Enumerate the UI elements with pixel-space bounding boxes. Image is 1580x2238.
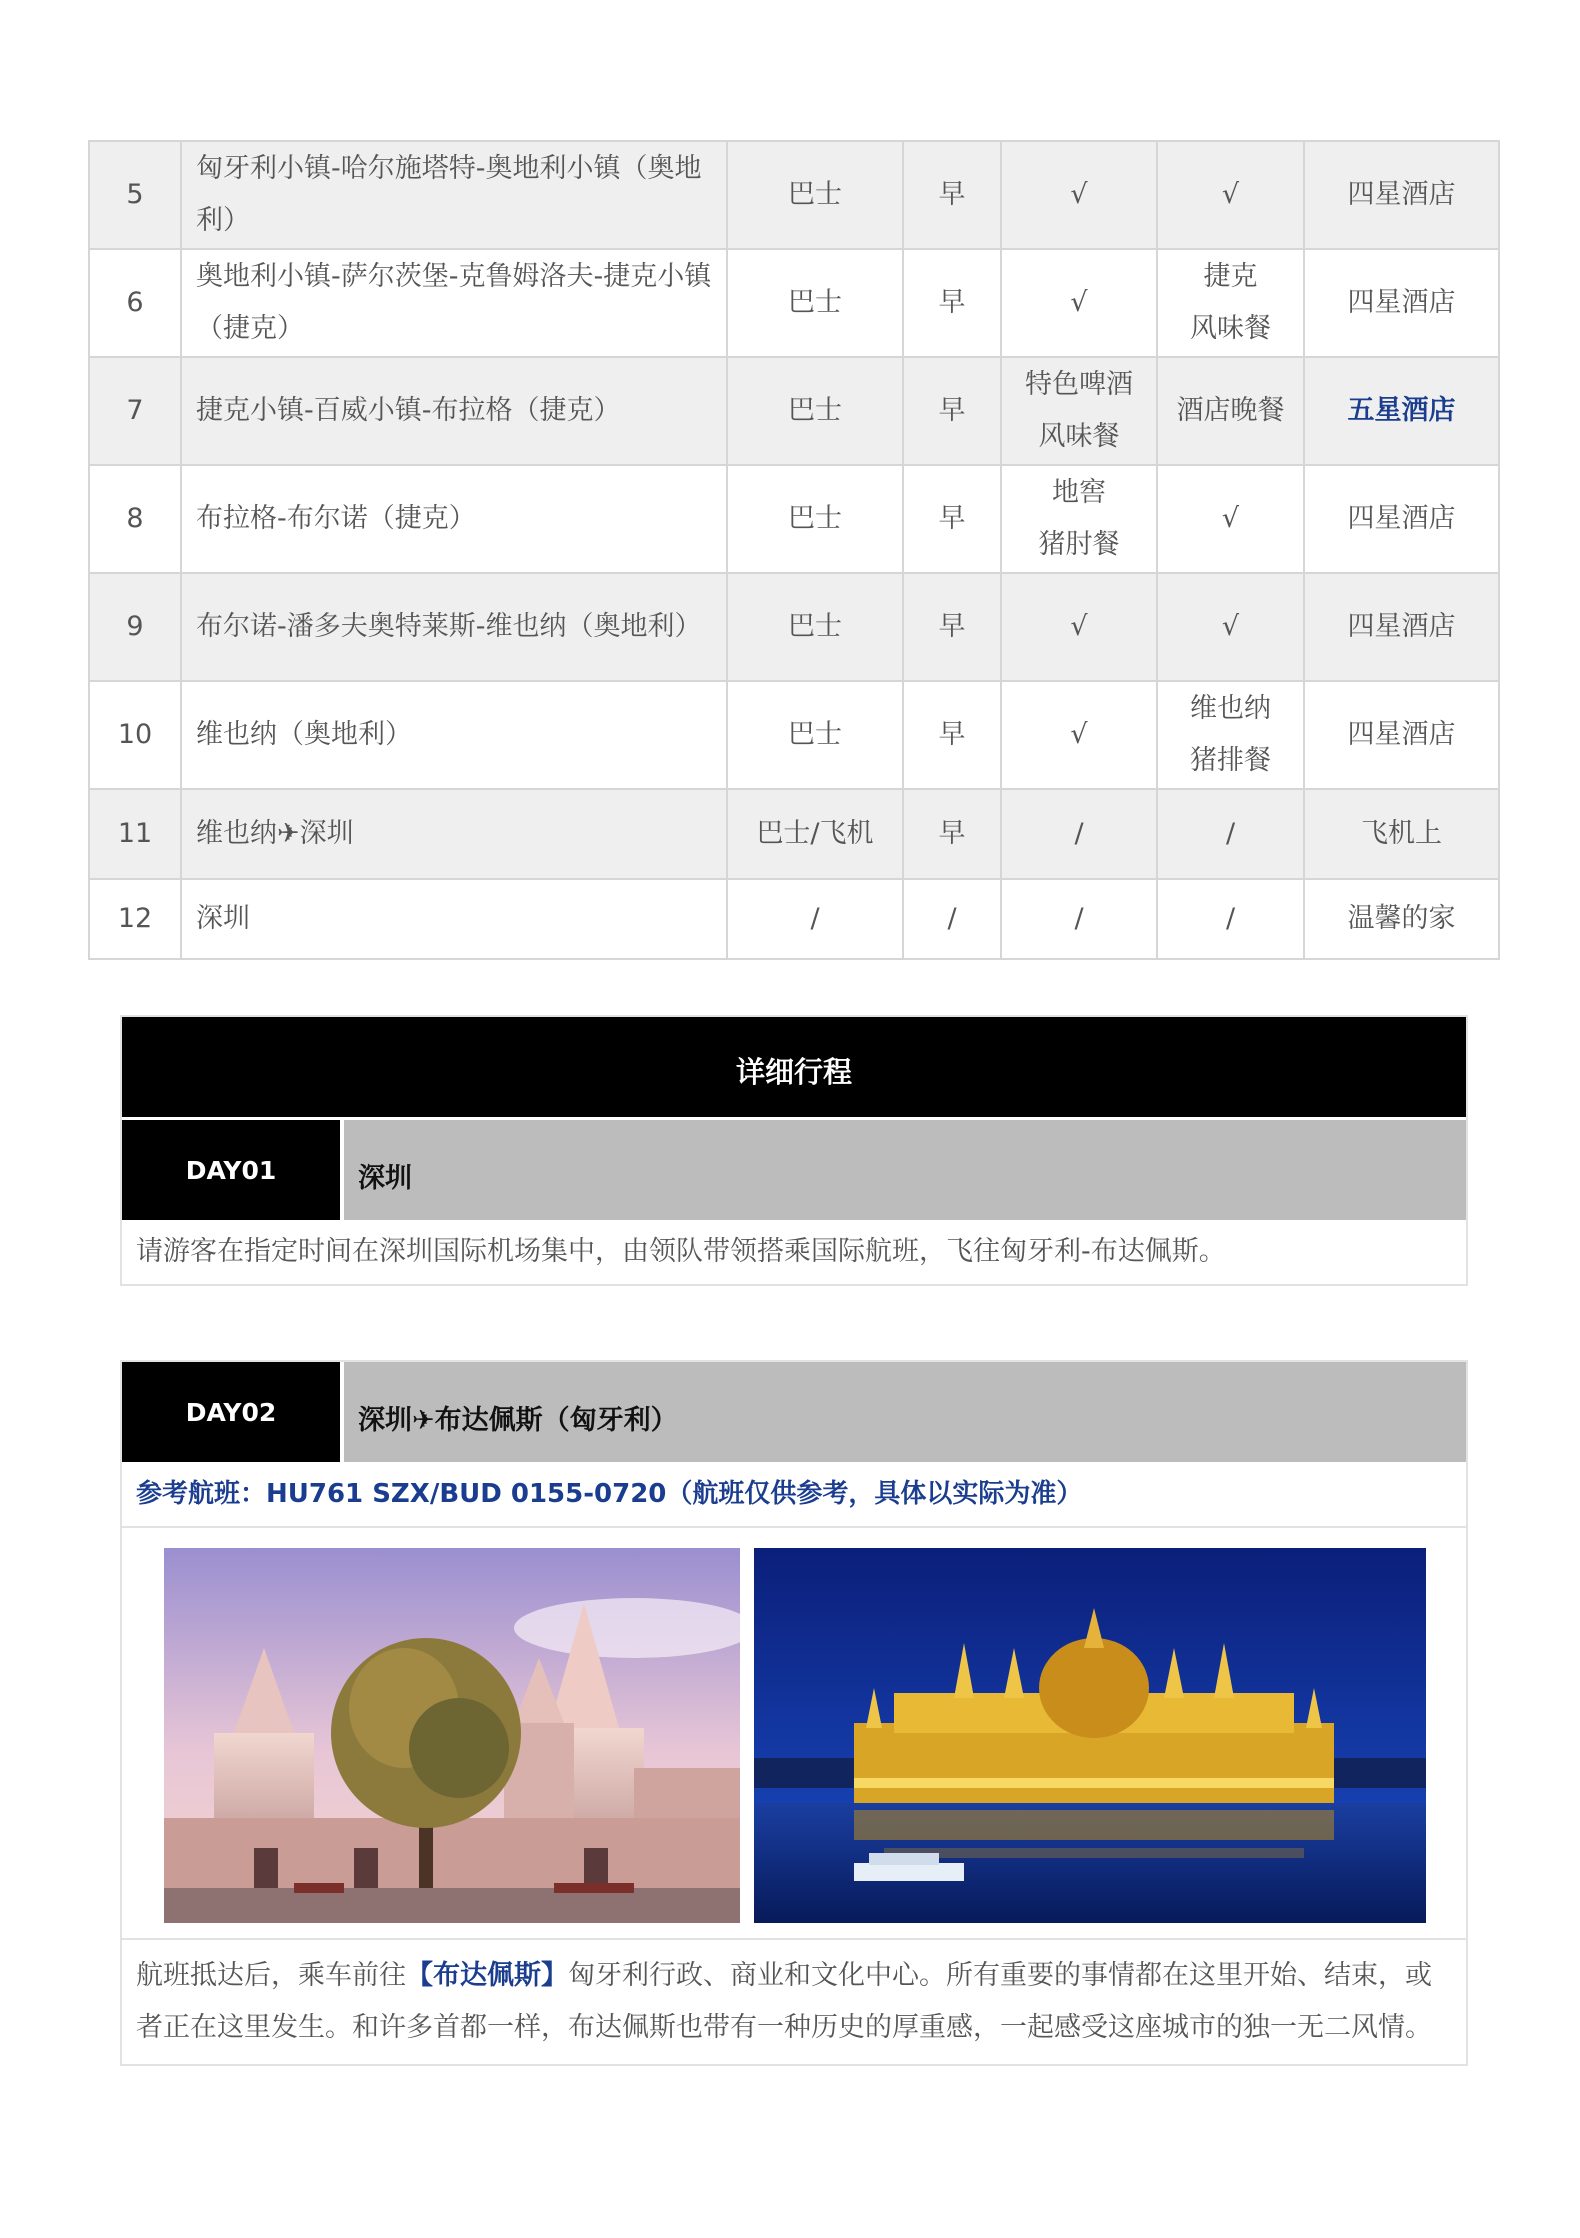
- breakfast-cell: 早: [903, 789, 1001, 879]
- hotel-cell: 温馨的家: [1304, 879, 1499, 959]
- photo-strip: [122, 1528, 1466, 1940]
- hotel-cell: 飞机上: [1304, 789, 1499, 879]
- transport-cell: /: [727, 879, 903, 959]
- hotel-cell: 四星酒店: [1304, 141, 1499, 249]
- day-route: 深圳: [340, 1120, 1466, 1220]
- transport-cell: 巴士: [727, 573, 903, 681]
- breakfast-cell: 早: [903, 357, 1001, 465]
- description-body: 匈牙利行政、商业和文化中心。所有重要的事情都在这里开始、结束，或者正在这里发生。和许多首都一样，布达佩斯也带有一种历史的厚重感，一起感受这座城市的独一无二风情。: [136, 1960, 1432, 2043]
- reference-flight: 参考航班：HU761 SZX/BUD 0155-0720（航班仅供参考，具体以实际为准）: [122, 1462, 1466, 1528]
- transport-cell: 巴士: [727, 681, 903, 789]
- parliament-night-photo: [754, 1548, 1426, 1923]
- fishermans-bastion-photo: [164, 1548, 740, 1923]
- transport-cell: 巴士: [727, 357, 903, 465]
- day-cell: 10: [89, 681, 181, 789]
- day-header-row: [122, 1362, 1466, 1462]
- table-row: [89, 789, 1499, 879]
- route-cell: 布拉格-布尔诺（捷克）: [181, 465, 727, 573]
- description-intro: 航班抵达后，乘车前往: [136, 1960, 406, 1991]
- route-cell: 维也纳✈深圳: [181, 789, 727, 879]
- dinner-cell: /: [1157, 789, 1304, 879]
- dinner-cell: √: [1157, 141, 1304, 249]
- lunch-cell: /: [1001, 789, 1157, 879]
- dinner-cell: 维也纳 猪排餐: [1157, 681, 1304, 789]
- transport-cell: 巴士: [727, 141, 903, 249]
- route-cell: 匈牙利小镇-哈尔施塔特-奥地利小镇（奥地利）: [181, 141, 727, 249]
- table-row: [89, 573, 1499, 681]
- day-cell: 11: [89, 789, 181, 879]
- lunch-cell: √: [1001, 681, 1157, 789]
- dinner-cell: 捷克 风味餐: [1157, 249, 1304, 357]
- lunch-cell: 地窖 猪肘餐: [1001, 465, 1157, 573]
- route-cell: 布尔诺-潘多夫奥特莱斯-维也纳（奥地利）: [181, 573, 727, 681]
- day-header-row: [122, 1117, 1466, 1220]
- hotel-cell: 四星酒店: [1304, 573, 1499, 681]
- lunch-cell: √: [1001, 573, 1157, 681]
- lunch-cell: √: [1001, 249, 1157, 357]
- route-cell: 深圳: [181, 879, 727, 959]
- transport-cell: 巴士: [727, 465, 903, 573]
- dinner-cell: 酒店晚餐: [1157, 357, 1304, 465]
- day-route: 深圳✈布达佩斯（匈牙利）: [340, 1362, 1466, 1462]
- breakfast-cell: 早: [903, 465, 1001, 573]
- breakfast-cell: 早: [903, 249, 1001, 357]
- transport-cell: 巴士/飞机: [727, 789, 903, 879]
- table-row: [89, 357, 1499, 465]
- breakfast-cell: 早: [903, 141, 1001, 249]
- detail-day2-section: [120, 1360, 1468, 2066]
- detail-day1-section: [120, 1015, 1468, 1286]
- lunch-cell: √: [1001, 141, 1157, 249]
- transport-cell: 巴士: [727, 249, 903, 357]
- day-label: DAY02: [122, 1362, 340, 1462]
- day-description: 请游客在指定时间在深圳国际机场集中，由领队带领搭乘国际航班，飞往匈牙利-布达佩斯。: [136, 1236, 1226, 1267]
- table-row: [89, 465, 1499, 573]
- route-cell: 捷克小镇-百威小镇-布拉格（捷克）: [181, 357, 727, 465]
- table-row: [89, 249, 1499, 357]
- itinerary-summary-table: [88, 140, 1500, 960]
- table-row: [89, 681, 1499, 789]
- breakfast-cell: 早: [903, 573, 1001, 681]
- day-cell: 12: [89, 879, 181, 959]
- table-row: [89, 879, 1499, 959]
- detail-itinerary-title: 详细行程: [122, 1017, 1466, 1117]
- dinner-cell: √: [1157, 573, 1304, 681]
- day-cell: 8: [89, 465, 181, 573]
- hotel-cell: 四星酒店: [1304, 681, 1499, 789]
- route-cell: 奥地利小镇-萨尔茨堡-克鲁姆洛夫-捷克小镇（捷克）: [181, 249, 727, 357]
- dinner-cell: √: [1157, 465, 1304, 573]
- day-label: DAY01: [122, 1120, 340, 1220]
- day-cell: 7: [89, 357, 181, 465]
- hotel-cell: 四星酒店: [1304, 465, 1499, 573]
- day-cell: 6: [89, 249, 181, 357]
- breakfast-cell: 早: [903, 681, 1001, 789]
- table-row: [89, 141, 1499, 249]
- lunch-cell: /: [1001, 879, 1157, 959]
- day-description: [122, 1940, 1466, 2064]
- day-cell: 5: [89, 141, 181, 249]
- hotel-cell: 五星酒店: [1304, 357, 1499, 465]
- route-cell: 维也纳（奥地利）: [181, 681, 727, 789]
- lunch-cell: 特色啤酒 风味餐: [1001, 357, 1157, 465]
- day-cell: 9: [89, 573, 181, 681]
- highlight-budapest: 【布达佩斯】: [406, 1960, 568, 1991]
- dinner-cell: /: [1157, 879, 1304, 959]
- hotel-cell: 四星酒店: [1304, 249, 1499, 357]
- breakfast-cell: /: [903, 879, 1001, 959]
